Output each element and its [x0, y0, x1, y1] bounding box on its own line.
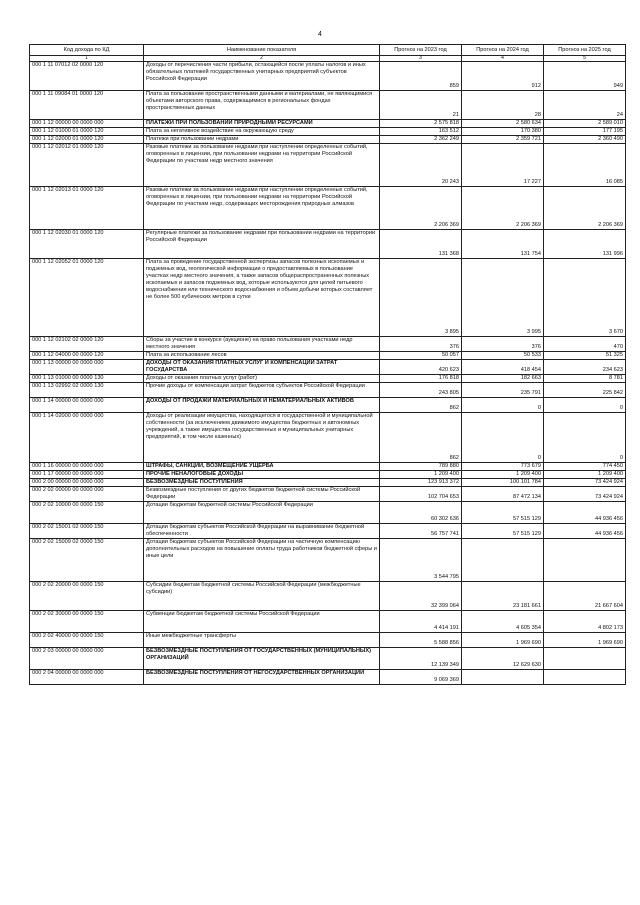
- table-row: [30, 633, 626, 648]
- row-code: 000 1 12 04000 00 0000 120: [30, 352, 144, 360]
- header-2024: Прогноз на 2024 год: [462, 45, 544, 56]
- row-name: Плата за использование лесов: [144, 352, 380, 360]
- row-name: Регулярные платежи за пользование недрами при пользовании недрами на территории Российской Федерации: [144, 230, 380, 259]
- table-row: [30, 648, 626, 670]
- table-row: [30, 524, 626, 539]
- table-row: [30, 136, 626, 144]
- column-number: 3: [380, 56, 462, 62]
- row-value-2024: 170 380: [462, 128, 544, 136]
- header-2025: Прогноз на 2025 год: [544, 45, 626, 56]
- row-value-2023: 2 575 818: [380, 120, 462, 128]
- row-value-2023: 123 913 372: [380, 479, 462, 487]
- row-value-2025: 8 781: [544, 375, 626, 383]
- row-value-2025: [544, 670, 626, 685]
- row-code: 000 1 12 02102 02 0000 120: [30, 337, 144, 352]
- column-number: 1: [30, 56, 144, 62]
- table-row: [30, 144, 626, 187]
- table-row: [30, 413, 626, 463]
- row-value-2023: 20 243: [380, 144, 462, 187]
- table-row: [30, 463, 626, 471]
- row-code: 000 1 12 02052 01 0000 120: [30, 259, 144, 337]
- row-value-2023: 176 818: [380, 375, 462, 383]
- row-code: 000 2 02 00000 00 0000 000: [30, 487, 144, 502]
- column-number: 4: [462, 56, 544, 62]
- row-value-2024: 1 209 400: [462, 471, 544, 479]
- row-value-2023: 4 414 191: [380, 611, 462, 633]
- row-value-2025: 44 936 456: [544, 524, 626, 539]
- row-name: Доходы от реализации имущества, находящегося в государственной и муниципальной собственности (за исключением движимого имущества бюджетных и автономных учреждений, а также имущества государственных и муниципальных унитарных предприятий, в том числе казенных): [144, 413, 380, 463]
- row-code: 000 1 14 02000 00 0000 000: [30, 413, 144, 463]
- row-name: Разовые платежи за пользование недрами при наступлении определенных событий, оговоренных в лицензии, при пользовании недрами на территории Российской Федерации по участкам недр, содержащих месторождения природных алмазов: [144, 187, 380, 230]
- row-value-2024: 100 101 784: [462, 479, 544, 487]
- row-code: 000 1 12 02000 01 0000 120: [30, 136, 144, 144]
- table-row: [30, 360, 626, 375]
- row-code: 000 1 17 00000 00 0000 000: [30, 471, 144, 479]
- row-code: 000 1 13 01000 00 0000 130: [30, 375, 144, 383]
- row-value-2023: 56 757 741: [380, 524, 462, 539]
- table-row: [30, 128, 626, 136]
- page-number: 4: [318, 31, 322, 38]
- row-value-2023: 376: [380, 337, 462, 352]
- row-name: БЕЗВОЗМЕЗДНЫЕ ПОСТУПЛЕНИЯ ОТ НЕГОСУДАРСТВЕННЫХ ОРГАНИЗАЦИЙ: [144, 670, 380, 685]
- row-name: Плата за проведение государственной экспертизы запасов полезных ископаемых и подземных вод, геологической информации о предоставляемых в пользование участках недр местного значения, а также запасов общераспространенных полезных ископаемых и запасов подземных вод, которые используются для целей питьевого водоснабжения или технического водоснабжения и объем добычи которых составляет не более 500 кубических метров в сутки: [144, 259, 380, 337]
- row-name: Платежи при пользовании недрами: [144, 136, 380, 144]
- row-value-2024: 12 629 630: [462, 648, 544, 670]
- row-code: 000 2 02 20000 00 0000 150: [30, 582, 144, 611]
- row-code: 000 2 04 00000 00 0000 000: [30, 670, 144, 685]
- row-value-2025: [544, 539, 626, 582]
- row-code: 000 2 02 15009 02 0000 150: [30, 539, 144, 582]
- row-value-2024: 2 206 369: [462, 187, 544, 230]
- row-value-2025: 73 424 924: [544, 487, 626, 502]
- row-value-2023: 859: [380, 62, 462, 91]
- row-value-2024: 1 969 690: [462, 633, 544, 648]
- row-value-2024: 2 359 721: [462, 136, 544, 144]
- row-value-2024: 17 227: [462, 144, 544, 187]
- row-value-2025: [544, 648, 626, 670]
- table-row: [30, 375, 626, 383]
- table-row: [30, 471, 626, 479]
- row-code: 000 1 12 01000 01 0000 120: [30, 128, 144, 136]
- row-value-2024: 28: [462, 91, 544, 120]
- row-value-2025: 0: [544, 398, 626, 413]
- row-value-2025: 234 623: [544, 360, 626, 375]
- row-value-2023: 60 302 636: [380, 502, 462, 524]
- row-name: Дотации бюджетам субъектов Российской Федерации на выравнивание бюджетной обеспеченности: [144, 524, 380, 539]
- revenue-forecast-table: [29, 44, 626, 685]
- table-row: [30, 383, 626, 398]
- row-value-2025: 51 325: [544, 352, 626, 360]
- row-code: 000 1 11 09084 01 0000 120: [30, 91, 144, 120]
- row-value-2024: 182 663: [462, 375, 544, 383]
- row-code: 000 1 12 02013 01 0000 120: [30, 187, 144, 230]
- table-body: [30, 62, 626, 685]
- row-value-2023: 789 880: [380, 463, 462, 471]
- row-value-2025: 24: [544, 91, 626, 120]
- row-value-2025: 225 842: [544, 383, 626, 398]
- row-value-2025: 949: [544, 62, 626, 91]
- row-name: Плата за негативное воздействие на окружающую среду: [144, 128, 380, 136]
- table-row: [30, 62, 626, 91]
- row-value-2025: 16 085: [544, 144, 626, 187]
- table-row: [30, 487, 626, 502]
- row-value-2025: 4 802 173: [544, 611, 626, 633]
- row-value-2024: 87 472 134: [462, 487, 544, 502]
- row-value-2023: 32 399 064: [380, 582, 462, 611]
- row-code: 000 1 12 00000 00 0000 000: [30, 120, 144, 128]
- row-value-2025: 1 969 690: [544, 633, 626, 648]
- table-row: [30, 502, 626, 524]
- row-value-2024: 57 515 129: [462, 524, 544, 539]
- table-row: [30, 337, 626, 352]
- row-value-2024: 3 995: [462, 259, 544, 337]
- row-name: Субсидии бюджетам бюджетной системы Российской Федерации (межбюджетные субсидии): [144, 582, 380, 611]
- row-value-2023: 2 206 369: [380, 187, 462, 230]
- row-name: ПЛАТЕЖИ ПРИ ПОЛЬЗОВАНИИ ПРИРОДНЫМИ РЕСУРСАМИ: [144, 120, 380, 128]
- table-row: [30, 230, 626, 259]
- row-value-2023: 2 362 249: [380, 136, 462, 144]
- row-name: Доходы от перечисления части прибыли, остающейся после уплаты налогов и иных обязательных платежей государственных унитарных предприятий субъектов Российской Федерации: [144, 62, 380, 91]
- row-value-2024: 235 791: [462, 383, 544, 398]
- row-code: 000 2 02 30000 00 0000 150: [30, 611, 144, 633]
- row-value-2025: 21 667 604: [544, 582, 626, 611]
- row-value-2023: 131 368: [380, 230, 462, 259]
- row-value-2024: [462, 670, 544, 685]
- row-code: 000 1 13 00000 00 0000 000: [30, 360, 144, 375]
- row-name: Иные межбюджетные трансферты: [144, 633, 380, 648]
- row-name: Сборы за участие в конкурсе (аукционе) на право пользования участками недр местного значения: [144, 337, 380, 352]
- row-name: Безвозмездные поступления от других бюджетов бюджетной системы Российской Федерации: [144, 487, 380, 502]
- table-row: [30, 120, 626, 128]
- row-value-2024: 376: [462, 337, 544, 352]
- row-code: 000 2 02 40000 00 0000 150: [30, 633, 144, 648]
- row-value-2023: 243 805: [380, 383, 462, 398]
- row-value-2023: 862: [380, 398, 462, 413]
- header-name: Наименование показателя: [144, 45, 380, 56]
- row-name: Доходы от оказания платных услуг (работ): [144, 375, 380, 383]
- row-code: 000 2 00 00000 00 0000 000: [30, 479, 144, 487]
- row-name: ШТРАФЫ, САНКЦИИ, ВОЗМЕЩЕНИЕ УЩЕРБА: [144, 463, 380, 471]
- header-code: Код дохода по КД: [30, 45, 144, 56]
- table-row: [30, 187, 626, 230]
- table-row: [30, 539, 626, 582]
- row-value-2023: 862: [380, 413, 462, 463]
- table-row: [30, 611, 626, 633]
- row-value-2024: 4 605 354: [462, 611, 544, 633]
- table-row: [30, 479, 626, 487]
- row-name: БЕЗВОЗМЕЗДНЫЕ ПОСТУПЛЕНИЯ: [144, 479, 380, 487]
- row-value-2024: [462, 539, 544, 582]
- table-row: [30, 259, 626, 337]
- row-value-2023: 12 139 349: [380, 648, 462, 670]
- column-number: 2: [144, 56, 380, 62]
- row-code: 000 2 02 10000 00 0000 150: [30, 502, 144, 524]
- row-value-2024: 23 181 661: [462, 582, 544, 611]
- row-value-2025: 44 936 456: [544, 502, 626, 524]
- row-value-2024: 2 580 634: [462, 120, 544, 128]
- row-value-2024: 418 454: [462, 360, 544, 375]
- row-code: 000 1 14 00000 00 0000 000: [30, 398, 144, 413]
- row-value-2023: 3 544 795: [380, 539, 462, 582]
- row-value-2023: 102 704 653: [380, 487, 462, 502]
- row-name: Плата за пользование пространственными данными и материалами, не являющимися объектами авторского права, содержащимися в региональных фондах пространственных данных: [144, 91, 380, 120]
- row-name: БЕЗВОЗМЕЗДНЫЕ ПОСТУПЛЕНИЯ ОТ ГОСУДАРСТВЕННЫХ (МУНИЦИПАЛЬНЫХ) ОРГАНИЗАЦИЙ: [144, 648, 380, 670]
- row-name: ПРОЧИЕ НЕНАЛОГОВЫЕ ДОХОДЫ: [144, 471, 380, 479]
- row-value-2025: 2 589 010: [544, 120, 626, 128]
- row-value-2023: 9 069 369: [380, 670, 462, 685]
- table-row: [30, 91, 626, 120]
- row-code: 000 1 12 02030 01 0000 120: [30, 230, 144, 259]
- row-name: Субвенции бюджетам бюджетной системы Российской Федерации: [144, 611, 380, 633]
- row-code: 000 1 16 00000 00 0000 000: [30, 463, 144, 471]
- table-row: [30, 398, 626, 413]
- row-value-2025: 1 209 400: [544, 471, 626, 479]
- row-value-2025: 3 670: [544, 259, 626, 337]
- row-value-2025: 131 996: [544, 230, 626, 259]
- row-value-2023: 163 512: [380, 128, 462, 136]
- table-row: [30, 670, 626, 685]
- row-value-2023: 1 209 400: [380, 471, 462, 479]
- row-code: 000 2 02 15001 02 0000 150: [30, 524, 144, 539]
- row-value-2025: 470: [544, 337, 626, 352]
- row-value-2025: 73 424 924: [544, 479, 626, 487]
- row-value-2023: 21: [380, 91, 462, 120]
- header-2023: Прогноз на 2023 год: [380, 45, 462, 56]
- row-code: 000 1 13 02992 02 0000 130: [30, 383, 144, 398]
- row-name: ДОХОДЫ ОТ ПРОДАЖИ МАТЕРИАЛЬНЫХ И НЕМАТЕРИАЛЬНЫХ АКТИВОВ: [144, 398, 380, 413]
- table-row: [30, 352, 626, 360]
- table-row: [30, 582, 626, 611]
- row-value-2025: 2 360 490: [544, 136, 626, 144]
- header-row: [30, 45, 626, 56]
- row-value-2024: 50 533: [462, 352, 544, 360]
- row-value-2024: 773 679: [462, 463, 544, 471]
- row-value-2023: 5 588 856: [380, 633, 462, 648]
- row-name: Прочие доходы от компенсации затрат бюджетов субъектов Российской Федерации: [144, 383, 380, 398]
- row-value-2023: 3 895: [380, 259, 462, 337]
- row-value-2025: 0: [544, 413, 626, 463]
- row-name: Дотации бюджетам субъектов Российской Федерации на частичную компенсацию дополнительных расходов на повышение оплаты труда работников бюджетной сферы и иные цели: [144, 539, 380, 582]
- row-value-2023: 50 057: [380, 352, 462, 360]
- row-value-2024: 57 515 129: [462, 502, 544, 524]
- row-name: Разовые платежи за пользование недрами при наступлении определенных событий, оговоренных в лицензии, при пользовании недрами на территории Российской Федерации по участкам недр местного значения: [144, 144, 380, 187]
- row-value-2024: 0: [462, 413, 544, 463]
- row-value-2025: 177 195: [544, 128, 626, 136]
- row-value-2025: 774 450: [544, 463, 626, 471]
- row-value-2024: 912: [462, 62, 544, 91]
- row-code: 000 1 12 02012 01 0000 120: [30, 144, 144, 187]
- row-name: Дотации бюджетам бюджетной системы Российской Федерации: [144, 502, 380, 524]
- row-value-2024: 0: [462, 398, 544, 413]
- column-number: 5: [544, 56, 626, 62]
- row-value-2025: 2 206 369: [544, 187, 626, 230]
- row-value-2023: 420 623: [380, 360, 462, 375]
- row-code: 000 2 03 00000 00 0000 000: [30, 648, 144, 670]
- row-value-2024: 131 754: [462, 230, 544, 259]
- row-name: ДОХОДЫ ОТ ОКАЗАНИЯ ПЛАТНЫХ УСЛУГ И КОМПЕНСАЦИИ ЗАТРАТ ГОСУДАРСТВА: [144, 360, 380, 375]
- row-code: 000 1 11 07012 02 0000 120: [30, 62, 144, 91]
